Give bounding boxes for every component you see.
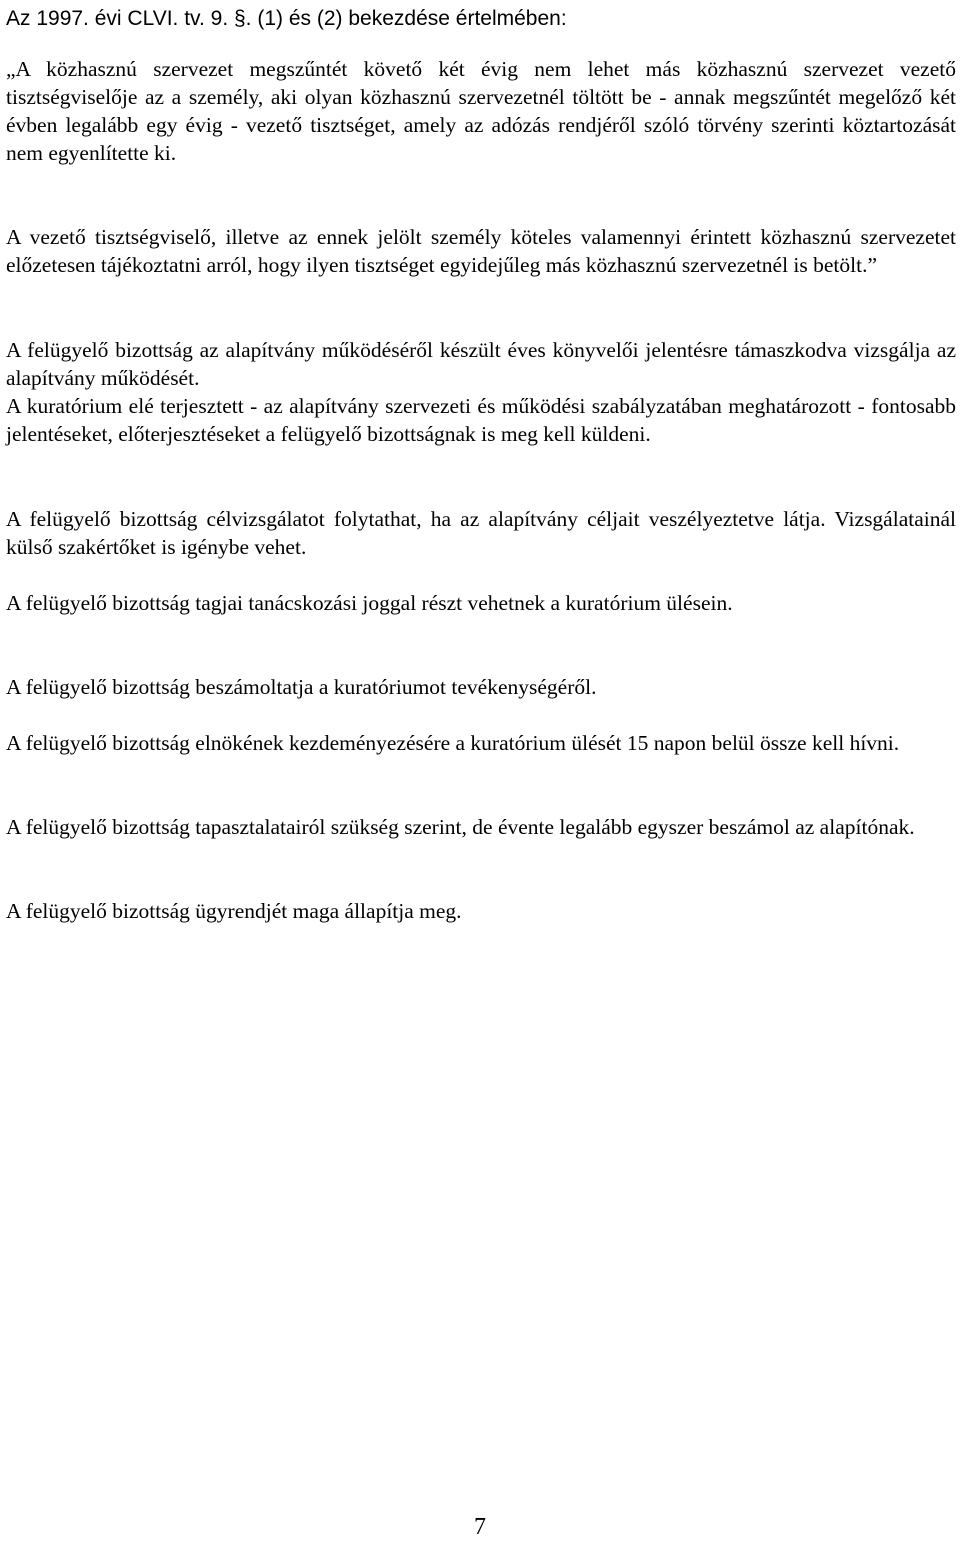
paragraph-targeted-investigation: A felügyelő bizottság célvizsgálatot folytathat, ha az alapítvány céljait veszélyeztetve látja. Vizsgálatainál külső szakértőket is igénybe vehet. [6, 507, 956, 559]
paragraph-rules-of-procedure: A felügyelő bizottság ügyrendjét maga állapítja meg. [6, 899, 462, 923]
paragraph-annual-report-review: A felügyelő bizottság az alapítvány működéséről készült éves könyvelői jelentésre támaszkodva vizsgálja az alapítvány működését. [6, 338, 956, 390]
document-heading: Az 1997. évi CLVI. tv. 9. §. (1) és (2) bekezdése értelmében: [6, 7, 567, 30]
paragraph-board-accountability: A felügyelő bizottság beszámoltatja a kuratóriumot tevékenységéről. [6, 675, 597, 699]
paragraph-quoted-law-1: „A közhasznú szervezet megszűntét követő két évig nem lehet más közhasznú szervezet vezető tisztségviselője az a személy, aki olyan közhasznú szervezetnél töltött be - annak megszűntét megelőző két évben legalább egy évig - vezető tisztséget, amely az adózás rendjéről szóló törvény szerinti köztartozását nem egyenlítette ki. [6, 57, 956, 165]
page-number: 7 [474, 1514, 486, 1540]
paragraph-advisory-participation: A felügyelő bizottság tagjai tanácskozási joggal részt vehetnek a kuratórium ülésein. [6, 591, 733, 615]
paragraph-meeting-convening: A felügyelő bizottság elnökének kezdeményezésére a kuratórium ülését 15 napon belül össze kell hívni. [6, 731, 900, 755]
paragraph-reports-forwarding: A kuratórium elé terjesztett - az alapítvány szervezeti és működési szabályzatában meghatározott - fontosabb jelentéseket, előterjesztéseket a felügyelő bizottságnak is meg kell küldeni. [6, 394, 956, 446]
paragraph-quoted-law-2: A vezető tisztségviselő, illetve az ennek jelölt személy köteles valamennyi érintett közhasznú szervezetet előzetesen tájékoztatni arról, hogy ilyen tisztséget egyidejűleg más közhasznú szervezetnél is betölt.” [6, 225, 956, 277]
document-page [6, 0, 956, 1542]
paragraph-founder-report: A felügyelő bizottság tapasztalatairól szükség szerint, de évente legalább egyszer beszámol az alapítónak. [6, 815, 915, 839]
